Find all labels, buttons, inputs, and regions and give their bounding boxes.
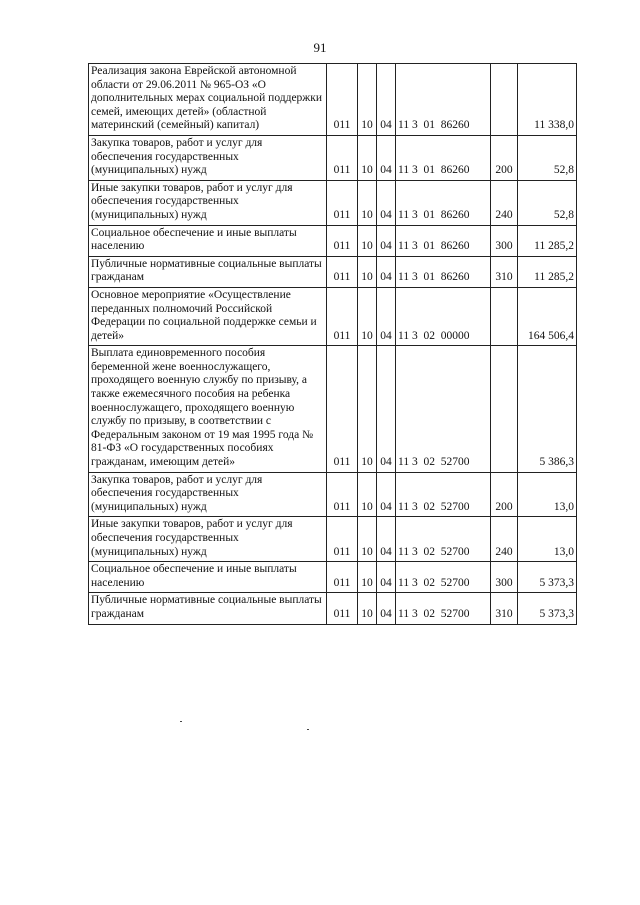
table-row — [89, 562, 577, 593]
target-article-code: 11 3 02 52700 — [396, 346, 491, 472]
expense-type-code: 200 — [491, 472, 518, 517]
section-code: 10 — [358, 287, 377, 345]
subsection-code: 04 — [377, 256, 396, 287]
section-code: 10 — [358, 562, 377, 593]
section-code: 10 — [358, 346, 377, 472]
expense-type-code — [491, 346, 518, 472]
subsection-code: 04 — [377, 287, 396, 345]
ministry-code: 011 — [327, 346, 358, 472]
section-code: 10 — [358, 135, 377, 180]
scan-speck — [307, 729, 309, 730]
expense-type-code: 200 — [491, 135, 518, 180]
target-article-code: 11 3 02 52700 — [396, 593, 491, 624]
ministry-code: 011 — [327, 225, 358, 256]
row-name: Публичные нормативные социальные выплаты гражданам — [89, 593, 327, 624]
page-number: 91 — [313, 40, 327, 55]
section-code: 10 — [358, 593, 377, 624]
target-article-code: 11 3 02 52700 — [396, 472, 491, 517]
expense-type-code: 310 — [491, 593, 518, 624]
amount: 11 285,2 — [518, 256, 577, 287]
expense-type-code — [491, 64, 518, 136]
subsection-code: 04 — [377, 562, 396, 593]
table-row — [89, 517, 577, 562]
ministry-code: 011 — [327, 472, 358, 517]
table-row — [89, 346, 577, 472]
target-article-code: 11 3 02 00000 — [396, 287, 491, 345]
table-row — [89, 180, 577, 225]
section-code: 10 — [358, 256, 377, 287]
ministry-code: 011 — [327, 562, 358, 593]
ministry-code: 011 — [327, 287, 358, 345]
subsection-code: 04 — [377, 346, 396, 472]
ministry-code: 011 — [327, 256, 358, 287]
table-row — [89, 64, 577, 136]
row-name: Социальное обеспечение и иные выплаты населению — [89, 562, 327, 593]
subsection-code: 04 — [377, 593, 396, 624]
target-article-code: 11 3 01 86260 — [396, 180, 491, 225]
expense-type-code: 240 — [491, 180, 518, 225]
amount: 5 373,3 — [518, 593, 577, 624]
expense-type-code — [491, 287, 518, 345]
target-article-code: 11 3 02 52700 — [396, 562, 491, 593]
table-row — [89, 593, 577, 624]
row-name: Выплата единовременного пособия беременной жене военнослужащего, проходящего военную службу по призыву, а также ежемесячного пособия на ребенка военнослужащего, проходящего военную службу по призыву, в соответствии с Федеральным законом от 19 мая 1995 года № 81-ФЗ «О государственных пособиях гражданам, имеющим детей» — [89, 346, 327, 472]
ministry-code: 011 — [327, 180, 358, 225]
expense-type-code: 240 — [491, 517, 518, 562]
ministry-code: 011 — [327, 517, 358, 562]
row-name: Закупка товаров, работ и услуг для обеспечения государственных (муниципальных) нужд — [89, 472, 327, 517]
section-code: 10 — [358, 225, 377, 256]
amount: 164 506,4 — [518, 287, 577, 345]
ministry-code: 011 — [327, 135, 358, 180]
amount: 52,8 — [518, 180, 577, 225]
ministry-code: 011 — [327, 593, 358, 624]
expense-type-code: 310 — [491, 256, 518, 287]
amount: 11 285,2 — [518, 225, 577, 256]
row-name: Социальное обеспечение и иные выплаты населению — [89, 225, 327, 256]
amount: 52,8 — [518, 135, 577, 180]
target-article-code: 11 3 01 86260 — [396, 256, 491, 287]
amount: 13,0 — [518, 517, 577, 562]
target-article-code: 11 3 02 52700 — [396, 517, 491, 562]
budget-table — [88, 63, 577, 625]
row-name: Публичные нормативные социальные выплаты гражданам — [89, 256, 327, 287]
subsection-code: 04 — [377, 180, 396, 225]
subsection-code: 04 — [377, 135, 396, 180]
budget-table-body — [89, 64, 577, 625]
table-row — [89, 225, 577, 256]
amount: 5 373,3 — [518, 562, 577, 593]
table-row — [89, 472, 577, 517]
row-name: Реализация закона Еврейской автономной области от 29.06.2011 № 965-ОЗ «О дополнительных мерах социальной поддержки семей, имеющих детей» (областной материнский (семейный) капитал) — [89, 64, 327, 136]
section-code: 10 — [358, 64, 377, 136]
table-row — [89, 135, 577, 180]
target-article-code: 11 3 01 86260 — [396, 64, 491, 136]
target-article-code: 11 3 01 86260 — [396, 135, 491, 180]
amount: 11 338,0 — [518, 64, 577, 136]
row-name: Иные закупки товаров, работ и услуг для обеспечения государственных (муниципальных) нужд — [89, 180, 327, 225]
subsection-code: 04 — [377, 472, 396, 517]
section-code: 10 — [358, 472, 377, 517]
row-name: Основное мероприятие «Осуществление переданных полномочий Российской Федерации по социальной поддержке семьи и детей» — [89, 287, 327, 345]
ministry-code: 011 — [327, 64, 358, 136]
table-row — [89, 256, 577, 287]
section-code: 10 — [358, 517, 377, 562]
amount: 13,0 — [518, 472, 577, 517]
table-row — [89, 287, 577, 345]
subsection-code: 04 — [377, 225, 396, 256]
row-name: Закупка товаров, работ и услуг для обеспечения государственных (муниципальных) нужд — [89, 135, 327, 180]
subsection-code: 04 — [377, 64, 396, 136]
subsection-code: 04 — [377, 517, 396, 562]
expense-type-code: 300 — [491, 225, 518, 256]
target-article-code: 11 3 01 86260 — [396, 225, 491, 256]
row-name: Иные закупки товаров, работ и услуг для обеспечения государственных (муниципальных) нужд — [89, 517, 327, 562]
amount: 5 386,3 — [518, 346, 577, 472]
expense-type-code: 300 — [491, 562, 518, 593]
section-code: 10 — [358, 180, 377, 225]
scan-speck — [180, 721, 182, 722]
